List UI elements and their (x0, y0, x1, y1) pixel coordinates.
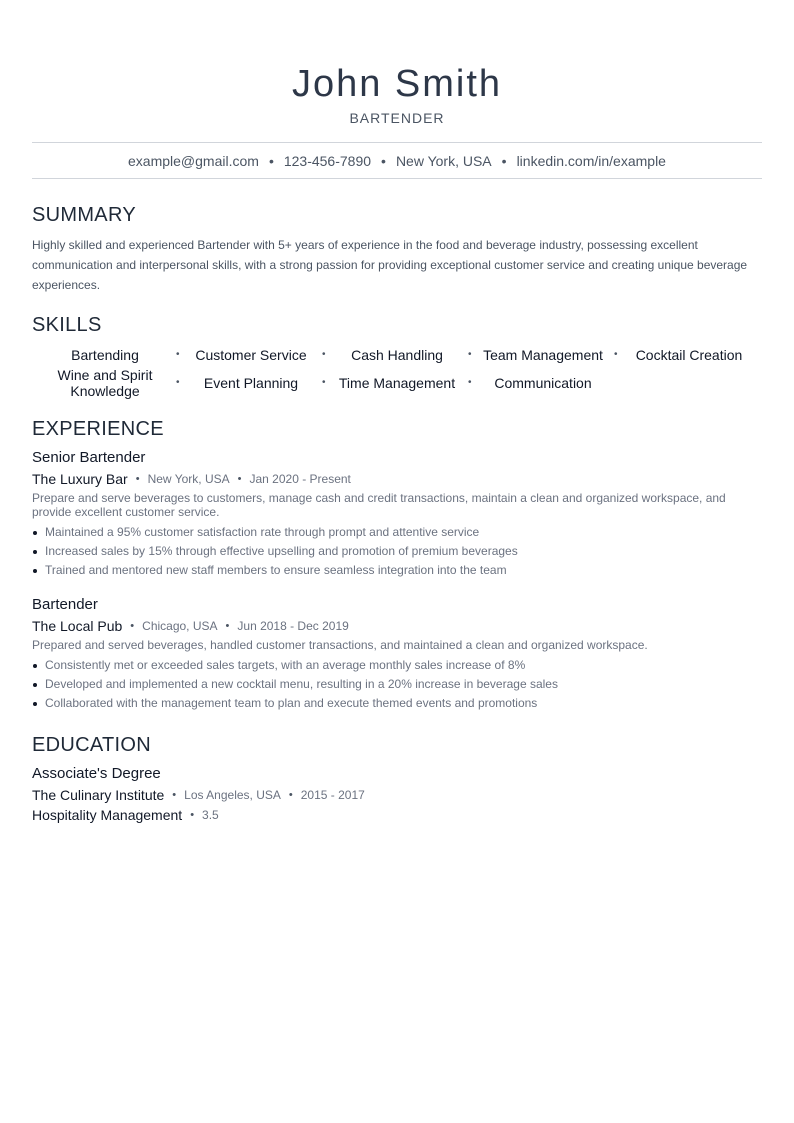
skills-section (32, 313, 762, 397)
contact-phone[interactable]: 123-456-7890 (283, 152, 372, 169)
bullet-dot-icon: • (176, 349, 180, 360)
education-section (32, 733, 762, 823)
bullet-dot-icon: • (288, 789, 293, 801)
job-title: Bartender (32, 596, 98, 613)
contact-email[interactable]: example@gmail.com (128, 152, 259, 169)
bullet-dot-icon: • (468, 349, 472, 360)
bullet-dot-icon: • (322, 349, 326, 360)
education-entry (32, 765, 762, 823)
skill-item: • Customer Service (176, 347, 307, 363)
job-meta (32, 618, 762, 634)
job-description: Prepared and served beverages, handled customer transactions, and maintained a clean and organized workspace. (32, 638, 648, 652)
bullet-dot-icon: • (190, 809, 195, 821)
school-location: Los Angeles, USA (184, 788, 281, 802)
bullet-dot-icon: • (176, 377, 180, 388)
contact-separator: • (381, 152, 386, 169)
summary-section (32, 203, 762, 295)
skill-item: • Team Management (468, 347, 603, 363)
job-location: Chicago, USA (142, 619, 218, 633)
field-of-study: Hospitality Management (32, 807, 183, 823)
education-field-row (32, 807, 762, 823)
contact-separator: • (501, 152, 507, 169)
skills-grid (32, 341, 762, 397)
bullet-dot-icon: • (237, 473, 242, 485)
education-meta (32, 787, 762, 803)
job-achievements (32, 656, 762, 713)
skill-item: • Event Planning (176, 375, 299, 391)
bullet-dot-icon: • (172, 789, 177, 801)
skill-item: • Communication (468, 375, 592, 391)
summary-heading: SUMMARY (32, 204, 136, 226)
skills-heading: SKILLS (32, 314, 102, 336)
candidate-title: BARTENDER (349, 110, 445, 126)
job-meta (32, 471, 762, 487)
skill-item: • Cash Handling (322, 347, 443, 363)
achievement-item: Developed and implemented a new cocktail menu, resulting in a 20% increase in beverage sales (32, 675, 762, 694)
job-dates: Jan 2020 - Present (249, 472, 351, 486)
bullet-dot-icon: • (468, 377, 472, 388)
job-description: Prepare and serve beverages to customers, manage cash and credit transactions, maintain a clean and organized workspace, and provide excellent customer service. (32, 491, 726, 519)
summary-text: Highly skilled and experienced Bartender with 5+ years of experience in the food and beverage industry, possessing excellent communication and interpersonal skills, with a strong passion for providing exceptional customer service and creating unique beverage experiences. (32, 238, 748, 292)
achievement-item: Trained and mentored new staff members to ensure seamless integration into the team (32, 561, 762, 580)
resume-page (32, 0, 762, 823)
resume-header (32, 0, 762, 126)
job-location: New York, USA (147, 472, 230, 486)
achievement-item: Collaborated with the management team to plan and execute themed events and promotions (32, 694, 762, 713)
contact-bar (32, 142, 762, 179)
job-entry (32, 449, 762, 580)
education-dates: 2015 - 2017 (300, 788, 365, 802)
bullet-dot-icon: • (322, 377, 326, 388)
job-company: The Luxury Bar (32, 471, 128, 487)
education-gpa: 3.5 (202, 808, 219, 822)
skill-item: Bartending (71, 347, 139, 363)
bullet-dot-icon: • (225, 620, 230, 632)
skill-item: • Cocktail Creation (614, 347, 743, 363)
bullet-dot-icon: • (135, 473, 140, 485)
bullet-dot-icon: • (130, 620, 135, 632)
experience-heading: EXPERIENCE (32, 418, 164, 440)
contact-separator: • (268, 152, 274, 169)
skill-item: • Time Management (322, 375, 456, 391)
contact-location: New York, USA (395, 152, 492, 169)
job-title: Senior Bartender (32, 449, 146, 466)
achievement-item: Increased sales by 15% through effective upselling and promotion of premium beverages (32, 542, 762, 561)
experience-section (32, 417, 762, 713)
education-heading: EDUCATION (32, 734, 151, 756)
school-name: The Culinary Institute (32, 787, 165, 803)
job-dates: Jun 2018 - Dec 2019 (237, 619, 349, 633)
degree-name: Associate's Degree (32, 765, 161, 782)
contact-linkedin[interactable]: linkedin.com/in/example (516, 152, 666, 169)
job-entry (32, 596, 762, 713)
achievement-item: Maintained a 95% customer satisfaction rate through prompt and attentive service (32, 523, 762, 542)
bullet-dot-icon: • (614, 349, 618, 360)
skill-item: Wine and Spirit Knowledge (57, 367, 153, 399)
job-company: The Local Pub (32, 618, 123, 634)
achievement-item: Consistently met or exceeded sales targets, with an average monthly sales increase of 8% (32, 656, 762, 675)
job-achievements (32, 523, 762, 580)
candidate-name: John Smith (291, 63, 503, 105)
